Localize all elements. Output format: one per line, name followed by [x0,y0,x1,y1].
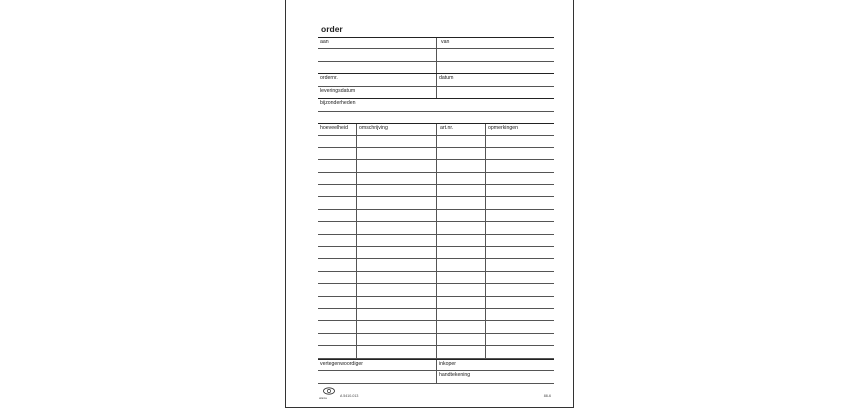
opmerkingen-header: opmerkingen [488,124,518,131]
table-header-row [318,124,554,136]
aan-label: aan [320,39,329,45]
address-row [318,49,554,62]
table-body [318,136,554,359]
table-row [318,210,554,222]
table-row [318,272,554,284]
order-form-sheet [285,0,574,408]
van-label: van [441,39,450,45]
brand-logo-icon [322,386,336,396]
address-row [318,62,554,75]
bijzonderheden-row [318,99,554,112]
handtekening-label: handtekening [439,372,471,379]
table-row [318,334,554,346]
table-row [318,222,554,234]
bijzonderheden-line [318,112,554,124]
inkoper-label: inkoper [439,360,457,367]
table-row [318,346,554,358]
table-row [318,284,554,296]
handtekening-row [318,371,554,384]
table-row [318,160,554,172]
table-row [318,185,554,197]
bijzonderheden-label: bijzonderheden [320,100,356,106]
brand-name: atlanta [319,397,327,400]
table-row [318,259,554,271]
table-row [318,148,554,160]
table-row [318,136,554,148]
table-row [318,173,554,185]
table-row [318,247,554,259]
hoeveelheid-header: hoeveelheid [320,124,348,131]
datum-label: datum [439,75,454,81]
table-row [318,235,554,247]
vertegenwoordiger-row [318,359,554,372]
form-code: A 5410-013 [340,394,359,398]
form-title: order [321,24,343,34]
aan-van-row [318,37,554,49]
vertegenwoordiger-label: vertegenwoordiger [320,360,363,367]
leveringsdatum-label: leveringsdatum [320,87,356,94]
artnr-header: art.nr. [440,124,454,131]
table-row [318,197,554,209]
leveringsdatum-row [318,87,554,100]
table-row [318,321,554,333]
order-form [318,37,554,384]
ordernr-label: ordernr. [320,75,338,81]
ordernr-datum-row [318,74,554,87]
omschrijving-header: omschrijving [359,124,388,131]
table-row [318,297,554,309]
table-row [318,309,554,321]
form-version: 88-6 [543,394,551,398]
